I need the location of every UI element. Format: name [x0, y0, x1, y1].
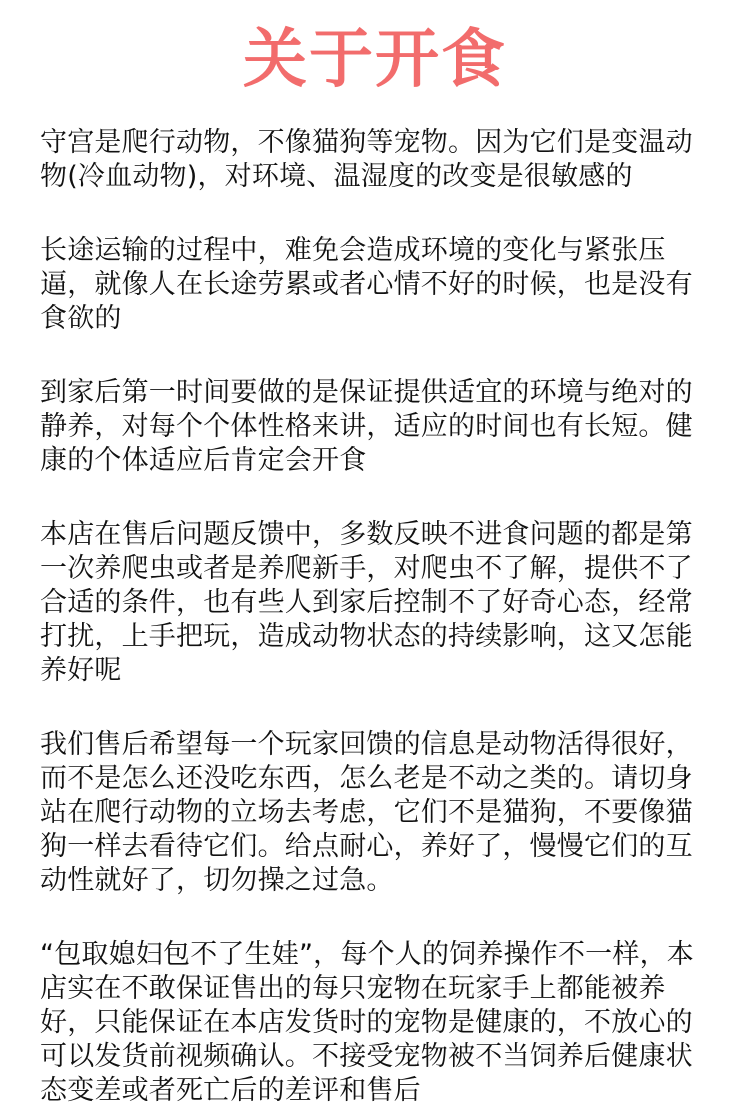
paragraph-2: 长途运输的过程中，难免会造成环境的变化与紧张压逼，就像人在长途劳累或者心情不好的时候，也是没有食欲的	[40, 235, 693, 334]
paragraph-5: 我们售后希望每一个玩家回馈的信息是动物活得很好，而不是怎么还没吃东西，怎么老是不动之类的。请切身站在爬行动物的立场去考虑，它们不是猫狗，不要像猫狗一样去看待它们。给点耐心，养好了，慢慢它们的互动性就好了，切勿操之过急。	[40, 729, 693, 896]
paragraph-3: 到家后第一时间要做的是保证提供适宜的环境与绝对的静养，对每个个体性格来讲，适应的时间也有长短。健康的个体适应后肯定会开食	[40, 377, 693, 476]
page-title: 关于开食	[243, 23, 507, 97]
body-text	[40, 126, 710, 1108]
paragraph-6: “包取媳妇包不了生娃”，每个人的饲养操作不一样，本店实在不敢保证售出的每只宠物在玩家手上都能被养好，只能保证在本店发货时的宠物是健康的，不放心的可以发货前视频确认。不接受宠物被不当饲养后健康状态变差或者死亡后的差评和售后	[40, 939, 694, 1106]
paragraph-1: 守宫是爬行动物，不像猫狗等宠物。因为它们是变温动物(冷血动物)，对环境、温湿度的改变是很敏感的	[40, 127, 693, 192]
paragraph-4: 本店在售后问题反馈中，多数反映不进食问题的都是第一次养爬虫或者是养爬新手，对爬虫不了解，提供不了合适的条件，也有些人到家后控制不了好奇心态，经常打扰，上手把玩，造成动物状态的持续影响，这又怎能养好呢	[40, 519, 693, 686]
